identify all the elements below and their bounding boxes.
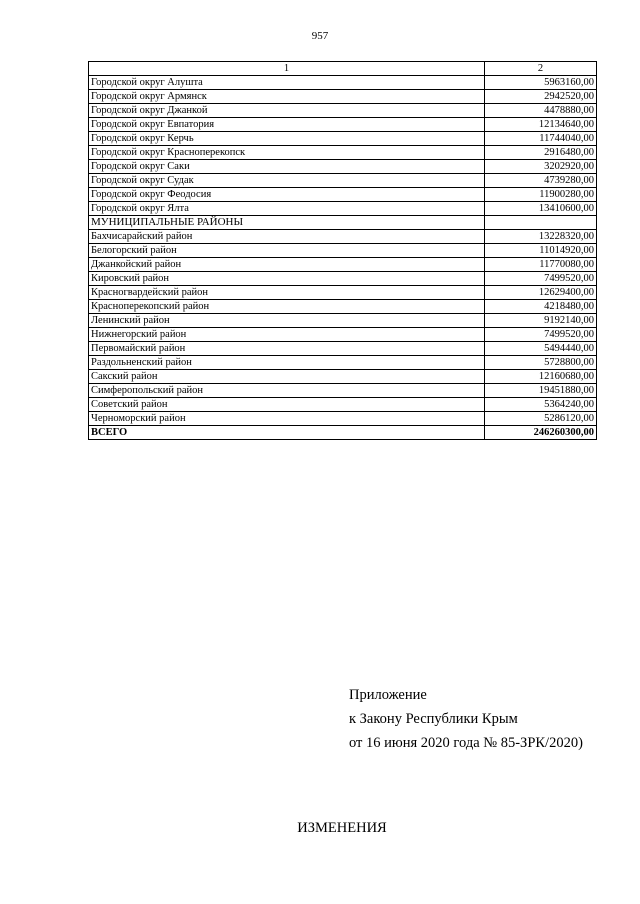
row-name: Городской округ Красноперекопск — [89, 146, 485, 160]
table-row — [89, 244, 597, 258]
table-row — [89, 76, 597, 90]
row-name: Городской округ Феодосия — [89, 188, 485, 202]
row-value: 12629400,00 — [485, 286, 597, 300]
row-name: ВСЕГО — [89, 426, 485, 440]
row-name: Красноперекопский район — [89, 300, 485, 314]
table-row — [89, 202, 597, 216]
row-value: 19451880,00 — [485, 384, 597, 398]
row-name: Черноморский район — [89, 412, 485, 426]
row-value: 5364240,00 — [485, 398, 597, 412]
table-row — [89, 384, 597, 398]
appendix-note — [349, 683, 583, 755]
row-name: Джанкойский район — [89, 258, 485, 272]
row-name: Первомайский район — [89, 342, 485, 356]
row-value: 4739280,00 — [485, 174, 597, 188]
row-name: МУНИЦИПАЛЬНЫЕ РАЙОНЫ — [89, 216, 485, 230]
row-value: 13410600,00 — [485, 202, 597, 216]
table-row — [89, 258, 597, 272]
row-value: 11900280,00 — [485, 188, 597, 202]
allocation-table — [88, 61, 597, 440]
appendix-line-title: Приложение — [349, 687, 427, 703]
table-body — [89, 62, 597, 440]
row-value: 7499520,00 — [485, 328, 597, 342]
row-value: 12160680,00 — [485, 370, 597, 384]
row-value: 9192140,00 — [485, 314, 597, 328]
row-value: 12134640,00 — [485, 118, 597, 132]
table-row — [89, 300, 597, 314]
table-row — [89, 146, 597, 160]
table-row — [89, 342, 597, 356]
row-name: Симферопольский район — [89, 384, 485, 398]
row-value: 4478880,00 — [485, 104, 597, 118]
row-name: Городской округ Армянск — [89, 90, 485, 104]
row-value: 246260300,00 — [485, 426, 597, 440]
table-header-row — [89, 62, 597, 76]
row-name: Городской округ Судак — [89, 174, 485, 188]
row-name: Городской округ Алушта — [89, 76, 485, 90]
row-name: Кировский район — [89, 272, 485, 286]
column-header-2: 2 — [485, 62, 597, 76]
row-value: 2942520,00 — [485, 90, 597, 104]
row-name: Сакский район — [89, 370, 485, 384]
row-name: Белогорский район — [89, 244, 485, 258]
row-name: Красногвардейский район — [89, 286, 485, 300]
page-number: 957 — [311, 30, 329, 42]
table-row — [89, 314, 597, 328]
table-row — [89, 230, 597, 244]
row-value: 11744040,00 — [485, 132, 597, 146]
row-value: 2916480,00 — [485, 146, 597, 160]
appendix-line-law: к Закону Республики Крым — [349, 711, 518, 727]
row-value: 11014920,00 — [485, 244, 597, 258]
table-row — [89, 356, 597, 370]
table-row — [89, 104, 597, 118]
table-row — [89, 398, 597, 412]
table-row — [89, 412, 597, 426]
row-name: Раздольненский район — [89, 356, 485, 370]
table-row — [89, 286, 597, 300]
row-name: Городской округ Саки — [89, 160, 485, 174]
row-value: 11770080,00 — [485, 258, 597, 272]
table-total-row — [89, 426, 597, 440]
row-name: Нижнегорский район — [89, 328, 485, 342]
changes-title: ИЗМЕНЕНИЯ — [297, 820, 387, 836]
row-value: 3202920,00 — [485, 160, 597, 174]
row-name: Ленинский район — [89, 314, 485, 328]
row-name: Городской округ Евпатория — [89, 118, 485, 132]
row-name: Городской округ Керчь — [89, 132, 485, 146]
row-name: Городской округ Ялта — [89, 202, 485, 216]
row-value: 5963160,00 — [485, 76, 597, 90]
row-value: 5286120,00 — [485, 412, 597, 426]
table-row — [89, 328, 597, 342]
row-value: 5494440,00 — [485, 342, 597, 356]
appendix-line-date: от 16 июня 2020 года № 85-ЗРК/2020) — [349, 735, 583, 751]
row-name: Городской округ Джанкой — [89, 104, 485, 118]
row-value: 4218480,00 — [485, 300, 597, 314]
row-name: Советский район — [89, 398, 485, 412]
row-name: Бахчисарайский район — [89, 230, 485, 244]
table-row — [89, 118, 597, 132]
table-row — [89, 160, 597, 174]
table-row — [89, 90, 597, 104]
column-header-1: 1 — [89, 62, 485, 76]
table-row — [89, 132, 597, 146]
table-row — [89, 272, 597, 286]
table-row — [89, 370, 597, 384]
row-value: 5728800,00 — [485, 356, 597, 370]
table-row — [89, 188, 597, 202]
table-row — [89, 174, 597, 188]
row-value: 7499520,00 — [485, 272, 597, 286]
row-value: 13228320,00 — [485, 230, 597, 244]
row-value — [485, 216, 597, 230]
table-section-row — [89, 216, 597, 230]
